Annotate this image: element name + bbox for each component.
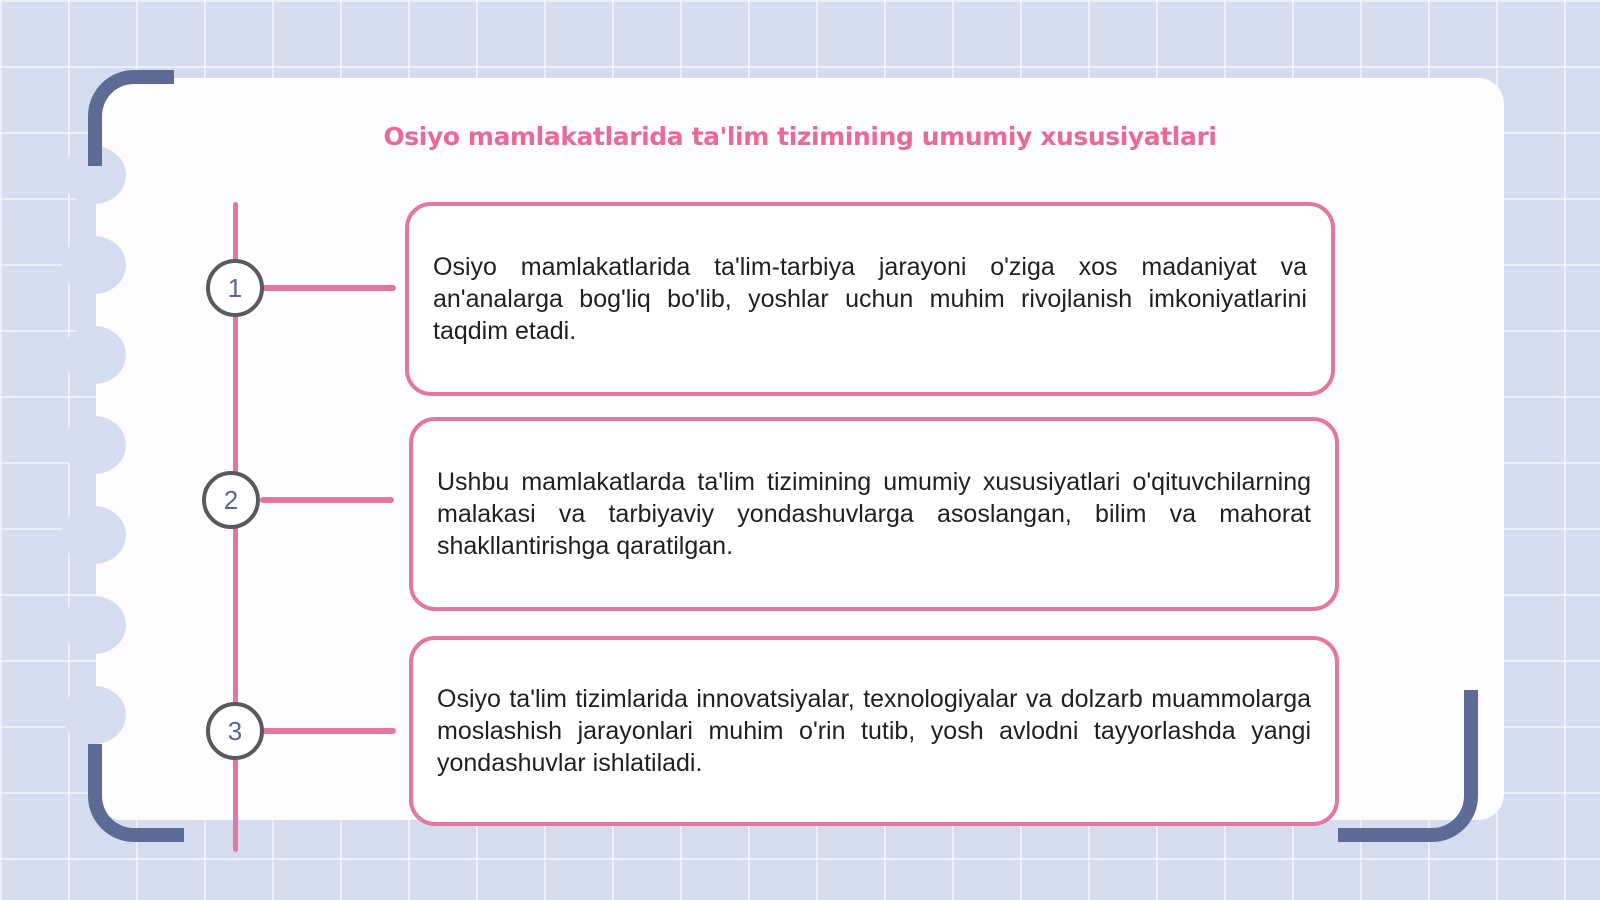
corner-bracket-bottom-left — [88, 744, 184, 842]
corner-bracket-top-left — [88, 70, 174, 166]
paper-scallop — [62, 506, 126, 564]
paper-scallop — [62, 236, 126, 294]
timeline-connector — [260, 497, 394, 503]
paper-scallop — [62, 326, 126, 384]
timeline-node-2: 2 — [202, 471, 260, 529]
timeline-card-text: Osiyo mamlakatlarida ta'lim-tarbiya jarayoni o'ziga xos madaniyat va an'analarga bog'liq bo'lib, yoshlar uchun muhim rivojlanish imkoniyatlarini taqdim etadi. — [433, 253, 1307, 345]
timeline-card-text: Osiyo ta'lim tizimlarida innovatsiyalar, texnologiyalar va dolzarb muammolarga moslashish jarayonlari muhim o'rin tutib, yosh avlodni tayyorlashda yangi yondashuvlar ishlatiladi. — [437, 685, 1311, 777]
corner-bracket-bottom-right — [1338, 690, 1478, 842]
timeline-card-3 — [409, 636, 1339, 826]
paper-scallop — [62, 416, 126, 474]
timeline-card-2 — [409, 417, 1339, 611]
slide-title: Osiyo mamlakatlarida ta'lim tizimining umumiy xususiyatlari — [383, 122, 1217, 151]
timeline-connector — [262, 728, 396, 734]
paper-scallop — [62, 686, 126, 744]
timeline-card-1 — [405, 202, 1335, 396]
timeline-node-1: 1 — [206, 259, 264, 317]
timeline-card-text: Ushbu mamlakatlarda ta'lim tizimining umumiy xususiyatlari o'qituvchilarning malakasi va tarbiyaviy yondashuvlarga asoslangan, bilim va mahorat shakllantirishga qaratilgan. — [437, 468, 1311, 560]
paper-scallop — [62, 596, 126, 654]
timeline-connector — [262, 285, 396, 291]
timeline-node-3: 3 — [206, 702, 264, 760]
